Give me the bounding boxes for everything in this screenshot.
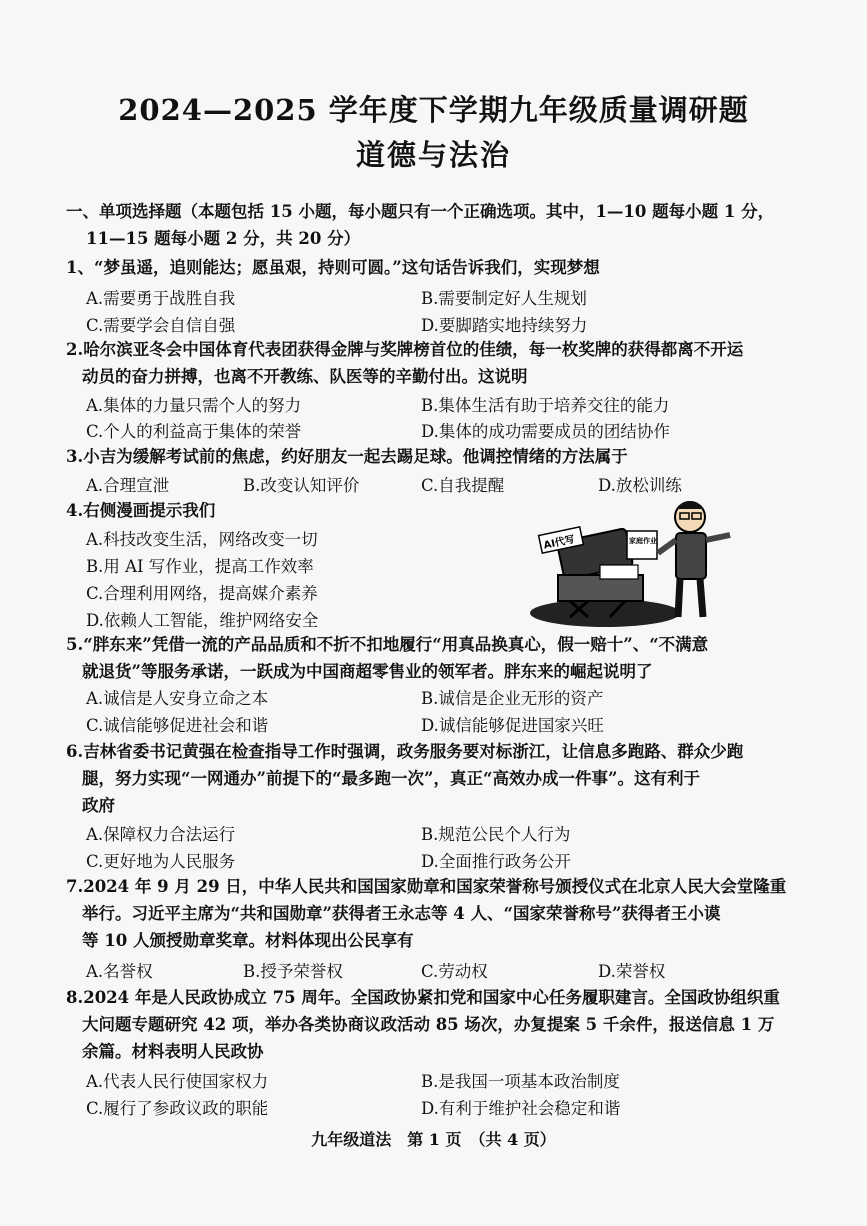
question-7-stem [66, 873, 806, 954]
stem-line: 举行。习近平主席为“共和国勋章”获得者王永志等 4 人、“国家荣誉称号”获得者王小谟 [82, 904, 721, 923]
stem-line: 2.哈尔滨亚冬会中国体育代表团获得金牌与奖牌榜首位的佳绩，每一枚奖牌的获得都离不开运 [66, 340, 744, 359]
stem-line: 大问题专题研究 42 项，举办各类协商议政活动 85 场次，办复提案 5 千余件，报送信息 1 万 [82, 1015, 775, 1034]
question-8-option-b: B.是我国一项基本政治制度 [421, 1072, 620, 1091]
stem-line: 余篇。材料表明人民政协 [82, 1042, 264, 1061]
question-1-option-b: B.需要制定好人生规划 [421, 289, 587, 308]
question-8-option-a: A.代表人民行使国家权力 [86, 1072, 269, 1091]
ai-label: AI代写 [542, 534, 576, 552]
question-1-stem [66, 254, 806, 281]
question-7-option-b: B.授予荣誉权 [243, 962, 343, 981]
question-3-option-d: D.放松训练 [598, 476, 682, 495]
question-1-option-a: A.需要勇于战胜自我 [86, 289, 236, 308]
stem-line: 4.右侧漫画提示我们 [66, 501, 216, 520]
question-1-option-d: D.要脚踏实地持续努力 [421, 316, 588, 335]
comic-illustration [530, 495, 750, 630]
question-5-option-d: D.诚信能够促进国家兴旺 [421, 716, 604, 735]
question-3-option-b: B.改变认知评价 [243, 476, 360, 495]
stem-line: 8.2024 年是人民政协成立 75 周年。全国政协紧扣党和国家中心任务履职建言。全国政协组织重 [66, 988, 780, 1007]
question-3-option-a: A.合理宣泄 [86, 476, 170, 495]
exam-title: 2024—2025 学年度下学期九年级质量调研题 [118, 93, 749, 127]
question-2-option-d: D.集体的成功需要成员的团结协作 [421, 422, 670, 441]
stem-line: 7.2024 年 9 月 29 日，中华人民共和国国家勋章和国家荣誉称号颁授仪式在北京人民大会堂隆重 [66, 877, 787, 896]
question-8-option-d: D.有利于维护社会稳定和谐 [421, 1099, 621, 1118]
question-4-option-b: B.用 AI 写作业，提高工作效率 [86, 557, 314, 576]
question-3-stem [66, 443, 806, 470]
stem-line: 等 10 人颁授勋章奖章。材料体现出公民享有 [82, 931, 414, 950]
subject-title: 道德与法治 [355, 138, 511, 172]
question-6-option-a: A.保障权力合法运行 [86, 825, 236, 844]
question-7-option-c: C.劳动权 [421, 962, 488, 981]
question-1-option-c: C.需要学会自信自强 [86, 316, 236, 335]
page-footer: 九年级道法 第 1 页 （共 4 页） [311, 1130, 556, 1149]
question-2-option-c: C.个人的利益高于集体的荣誉 [86, 422, 302, 441]
stem-line: 6.吉林省委书记黄强在检查指导工作时强调，政务服务要对标浙江，让信息多跑路、群众少跑 [66, 742, 744, 761]
question-5-option-a: A.诚信是人安身立命之本 [86, 689, 269, 708]
question-5-option-c: C.诚信能够促进社会和谐 [86, 716, 269, 735]
question-6-option-c: C.更好地为人民服务 [86, 852, 236, 871]
section-line-2: 11—15 题每小题 2 分，共 20 分） [86, 229, 361, 248]
teacher-figure [658, 501, 730, 617]
paper-sheet [600, 565, 638, 579]
question-2-option-a: A.集体的力量只需个人的努力 [86, 396, 302, 415]
stem-line: 5.“胖东来”凭借一流的产品品质和不折不扣地履行“用真品换真心，假一赔十”、“不满意 [66, 635, 709, 654]
question-6-option-d: D.全面推行政务公开 [421, 852, 571, 871]
question-4-option-a: A.科技改变生活，网络改变一切 [86, 530, 318, 549]
question-3-option-c: C.自我提醒 [421, 476, 505, 495]
stem-line: 政府 [82, 796, 115, 815]
question-5-stem [66, 631, 806, 685]
section-heading [66, 198, 826, 252]
shadow-blob [530, 599, 680, 627]
stem-line: 1、“梦虽遥，追则能达；愿虽艰，持则可圆。”这句话告诉我们，实现梦想 [66, 258, 600, 277]
question-8-option-c: C.履行了参政议政的职能 [86, 1099, 269, 1118]
question-2-option-b: B.集体生活有助于培养交往的能力 [421, 396, 670, 415]
question-5-option-b: B.诚信是企业无形的资产 [421, 689, 604, 708]
question-7-option-a: A.名誉权 [86, 962, 153, 981]
stem-line: 腿，努力实现“一网通办”前提下的“最多跑一次”，真正“高效办成一件事”。这有利于 [82, 769, 700, 788]
stem-line: 3.小吉为缓解考试前的焦虑，约好朋友一起去踢足球。他调控情绪的方法属于 [66, 447, 628, 466]
question-7-option-d: D.荣誉权 [598, 962, 666, 981]
section-line-1: 一、单项选择题（本题包括 15 小题，每小题只有一个正确选项。其中，1—10 题每小题 1 分， [66, 202, 775, 221]
homework-label: 家庭作业 [629, 537, 657, 545]
stem-line: 动员的奋力拼搏，也离不开教练、队医等的辛勤付出。这说明 [82, 367, 528, 386]
question-2-stem [66, 336, 806, 390]
question-8-stem [66, 984, 806, 1065]
question-4-option-c: C.合理利用网络，提高媒介素养 [86, 584, 318, 603]
question-6-stem [66, 738, 806, 819]
stem-line: 就退货”等服务承诺，一跃成为中国商超零售业的领军者。胖东来的崛起说明了 [82, 662, 653, 681]
question-6-option-b: B.规范公民个人行为 [421, 825, 571, 844]
question-4-option-d: D.依赖人工智能，维护网络安全 [86, 611, 319, 630]
homework-label-tag [627, 531, 657, 559]
